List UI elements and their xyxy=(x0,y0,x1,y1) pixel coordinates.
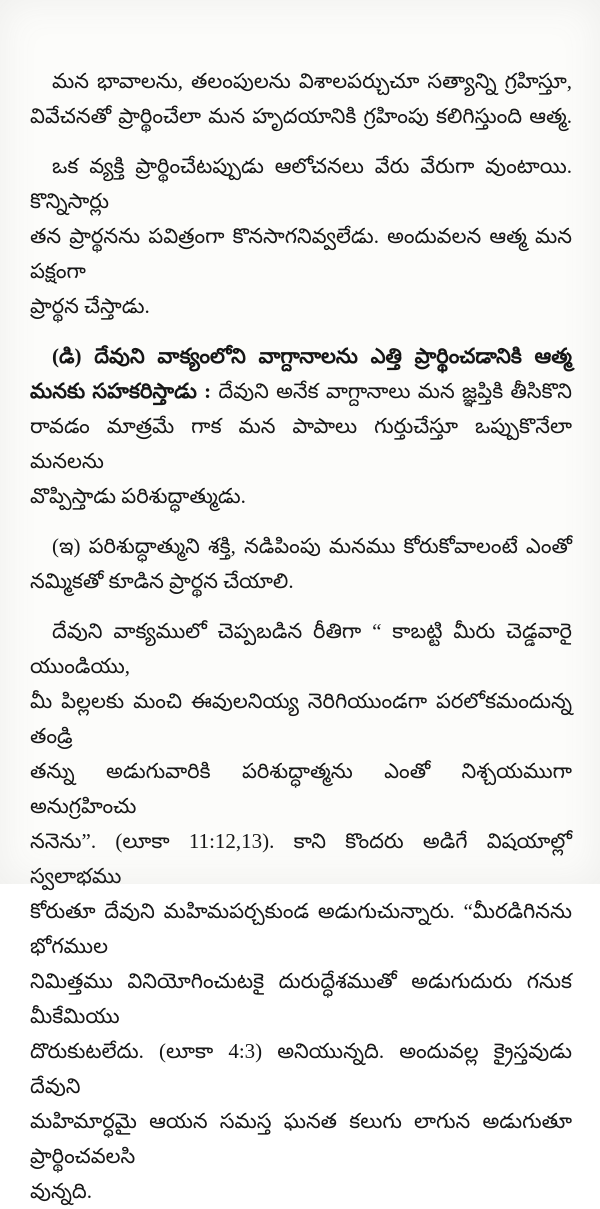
line-text: దేవుని అనేక వాగ్దానాలు మన జ్ఞప్తికి తీసికొని xyxy=(211,379,573,403)
paragraph-2 xyxy=(30,149,572,324)
text-line xyxy=(30,409,572,479)
line-text: ప్రార్థన చేస్తాడు. xyxy=(30,294,150,318)
text-line xyxy=(30,1034,572,1104)
line-text: వొప్పిస్తాడు పరిశుద్ధాత్ముడు. xyxy=(30,484,246,508)
line-text: మీ పిల్లలకు మంచి ఈవులనియ్య నెరిగియుండగా పరలోకమందున్న తండ్రి xyxy=(30,689,572,748)
section-heading-text: మనకు సహకరిస్తాడు : xyxy=(30,379,212,403)
line-text: రావడం మాత్రమే గాక మన పాపాలు గుర్తుచేస్తూ ఒప్పుకొనేలా మనలను xyxy=(30,414,572,473)
line-text: నిమిత్తము వినియోగించుటకై దురుద్ధేశముతో అడుగుదురు గనుక మీకేమియు xyxy=(30,969,572,1028)
text-line xyxy=(30,99,572,134)
line-text: దేవుని వాక్యములో చెప్పబడిన రీతిగా “ కాబట్టి మీరు చెడ్డవారై యుండియు, xyxy=(30,619,572,678)
line-text: మహిమార్ధమై ఆయన సమస్త ఘనత కలుగు లాగున అడుగుతూ ప్రార్థించవలసి xyxy=(30,1109,572,1168)
text-line xyxy=(30,529,572,564)
line-text: కోరుతూ దేవుని మహిమపర్చకుండ అడుగుచున్నారు. “మీరడిగినను భోగముల xyxy=(30,899,572,958)
text-line xyxy=(30,374,572,409)
text-line xyxy=(30,149,572,219)
line-text: (ఇ) పరిశుద్ధాత్ముని శక్తి, నడిపింపు మనము కోరుకోవాలంటే ఎంతో xyxy=(52,534,572,558)
line-text: తన ప్రార్థనను పవిత్రంగా కొనసాగనివ్వలేడు. అందువలన ఆత్మ మన పక్షంగా xyxy=(30,224,572,283)
line-text: తన్ను అడుగువారికి పరిశుద్ధాత్మను ఎంతో నిశ్చయముగా అనుగ్రహించు xyxy=(30,759,572,818)
line-text: ననెను”. (లూకా 11:12,13). కాని కొందరు అడిగే విషయాల్లో స్వలాభము xyxy=(30,829,572,888)
text-line xyxy=(30,479,572,514)
text-line xyxy=(30,1174,572,1209)
line-text: ఒక వ్యక్తి ప్రార్థించేటప్పుడు ఆలోచనలు వేరు వేరుగా వుంటాయి. కొన్నిసార్లు xyxy=(30,154,572,213)
section-heading-text: (డి) దేవుని వాక్యంలోని వాగ్దానాలను ఎత్తి ప్రార్థించడానికి ఆత్మ xyxy=(52,344,572,368)
line-text: మన భావాలను, తలంపులను విశాలపర్చుచూ సత్యాన్ని గ్రహిస్తూ, xyxy=(52,69,572,93)
text-line xyxy=(30,964,572,1034)
paragraph-1 xyxy=(30,64,572,134)
line-text: దొరుకుటలేదు. (లూకా 4:3) అనియున్నది. అందువల్ల క్రైస్తవుడు దేవుని xyxy=(30,1039,572,1098)
text-line xyxy=(30,219,572,289)
line-text: నమ్మికతో కూడిన ప్రార్థన చేయాలి. xyxy=(30,569,294,593)
text-line xyxy=(30,64,572,99)
line-text: వివేచనతో ప్రార్థించేలా మన హృదయానికి గ్రహింపు కలిగిస్తుంది ఆత్మ. xyxy=(30,104,572,128)
text-line xyxy=(30,289,572,324)
text-line xyxy=(30,614,572,684)
text-line xyxy=(30,564,572,599)
text-line xyxy=(30,339,572,374)
text-line xyxy=(30,824,572,894)
paragraph-4-section-i xyxy=(30,529,572,599)
paragraph-3-section-di xyxy=(30,339,572,514)
text-line xyxy=(30,894,572,964)
paragraph-5 xyxy=(30,614,572,1209)
line-text: వున్నది. xyxy=(30,1179,93,1203)
text-line xyxy=(30,684,572,754)
text-line xyxy=(30,1104,572,1174)
text-line xyxy=(30,754,572,824)
